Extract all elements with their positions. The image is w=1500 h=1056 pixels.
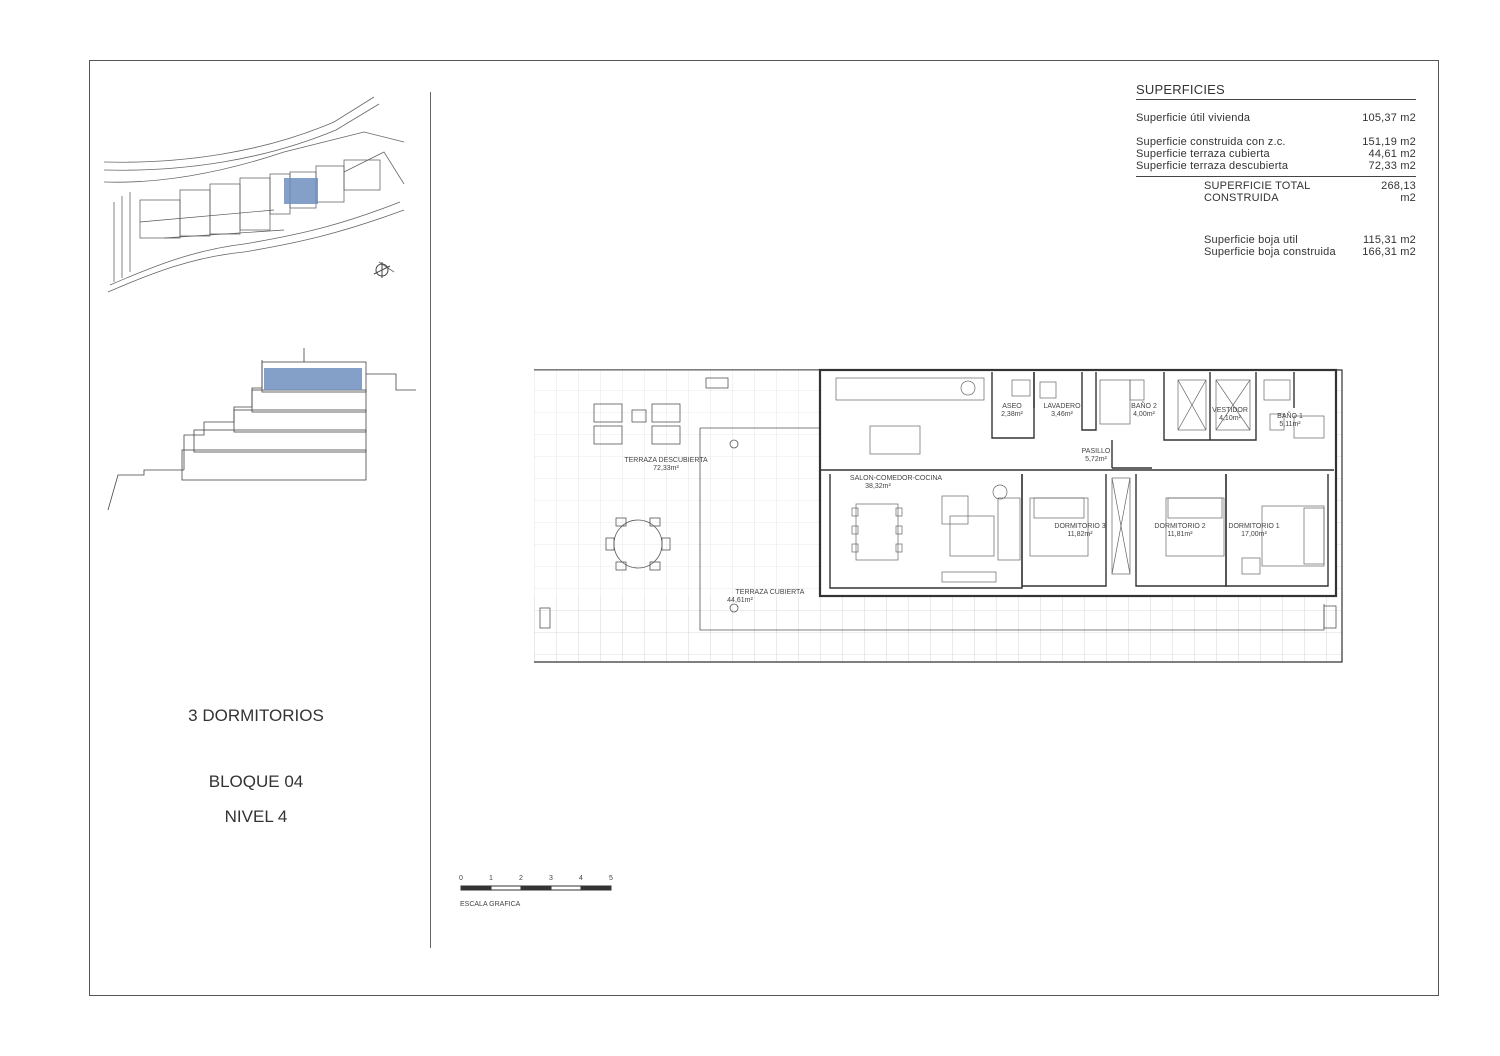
room-bano1-area: 5,11m² xyxy=(1279,421,1301,428)
room-dorm2-area: 11,81m² xyxy=(1167,531,1193,538)
surface-constr-value: 151,19 m2 xyxy=(1362,136,1416,148)
scale-tick-2: 2 xyxy=(519,875,523,882)
room-dorm1-area: 17,00m² xyxy=(1241,531,1267,538)
surface-cubierta-row xyxy=(1136,148,1416,160)
room-terraza-cubierta-area: 44,61m² xyxy=(727,597,753,604)
panel-divider xyxy=(430,92,431,948)
bedrooms-label: 3 DORMITORIOS xyxy=(188,706,324,725)
surface-descubierta-row xyxy=(1136,160,1416,172)
surface-util-row xyxy=(1136,112,1416,124)
surface-total-row xyxy=(1136,176,1416,204)
room-dorm1: DORMITORIO 1 xyxy=(1228,523,1280,530)
scale-tick-4: 4 xyxy=(579,875,583,882)
room-dorm3: DORMITORIO 3 xyxy=(1054,523,1106,530)
room-bano1: BAÑO 1 xyxy=(1277,413,1303,420)
room-bano2: BAÑO 2 xyxy=(1131,403,1157,410)
surface-boja-util-value: 115,31 m2 xyxy=(1363,234,1416,246)
scale-tick-3: 3 xyxy=(549,875,553,882)
room-terraza-cubierta: TERRAZA CUBIERTA xyxy=(735,589,805,596)
room-bano2-area: 4,00m² xyxy=(1133,411,1155,418)
room-salon: SALON-COMEDOR-COCINA xyxy=(849,475,943,482)
room-pasillo: PASILLO xyxy=(1081,448,1111,455)
section-elevation xyxy=(104,340,424,515)
room-lavadero: LAVADERO xyxy=(1043,403,1081,410)
surface-constr-label: Superficie construida con z.c. xyxy=(1136,136,1286,148)
scale-label: ESCALA GRAFICA xyxy=(460,901,521,908)
room-dorm3-area: 11,82m² xyxy=(1067,531,1093,538)
room-vestidor-area: 4,10m² xyxy=(1219,415,1241,422)
room-salon-area: 38,32m² xyxy=(865,483,891,490)
highlighted-unit xyxy=(284,178,318,204)
room-dorm2: DORMITORIO 2 xyxy=(1154,523,1206,530)
surface-boja-constr-value: 166,31 m2 xyxy=(1362,246,1416,258)
surface-util-label: Superficie útil vivienda xyxy=(1136,112,1251,124)
room-vestidor: VESTIDOR xyxy=(1212,407,1248,414)
room-lavadero-area: 3,46m² xyxy=(1051,411,1073,418)
surface-boja-constr-label: Superficie boja construida xyxy=(1204,246,1336,258)
surface-descubierta-value: 72,33 m2 xyxy=(1368,160,1416,172)
level-label: NIVEL 4 xyxy=(224,807,288,826)
surface-constr-row xyxy=(1136,136,1416,148)
room-terraza-descubierta: TERRAZA DESCUBIERTA xyxy=(624,457,708,464)
surface-total-value: 268,13 m2 xyxy=(1381,180,1416,204)
surface-total-label: SUPERFICIE TOTAL CONSTRUIDA xyxy=(1204,180,1311,204)
site-plan xyxy=(104,92,414,297)
surface-cubierta-value: 44,61 m2 xyxy=(1368,148,1416,160)
surfaces-table xyxy=(1136,82,1416,258)
floor-plan xyxy=(534,368,1346,666)
graphic-scale xyxy=(458,870,628,912)
highlighted-level xyxy=(264,368,362,390)
surface-cubierta-label: Superficie terraza cubierta xyxy=(1136,148,1270,160)
surface-descubierta-label: Superficie terraza descubierta xyxy=(1136,160,1289,172)
scale-tick-1: 1 xyxy=(489,875,493,882)
room-terraza-descubierta-area: 72,33m² xyxy=(653,465,679,472)
surface-boja-util-label: Superficie boja util xyxy=(1204,234,1298,246)
room-pasillo-area: 5,72m² xyxy=(1085,456,1107,463)
surfaces-title: SUPERFICIES xyxy=(1136,82,1416,100)
scale-tick-5: 5 xyxy=(609,875,613,882)
room-aseo-area: 2,38m² xyxy=(1001,411,1023,418)
surface-boja-util-row xyxy=(1136,234,1416,246)
surface-util-value: 105,37 m2 xyxy=(1362,112,1416,124)
room-aseo: ASEO xyxy=(1002,403,1022,410)
scale-tick-0: 0 xyxy=(459,875,463,882)
block-label: BLOQUE 04 xyxy=(208,772,304,791)
surface-boja-constr-row xyxy=(1136,246,1416,258)
